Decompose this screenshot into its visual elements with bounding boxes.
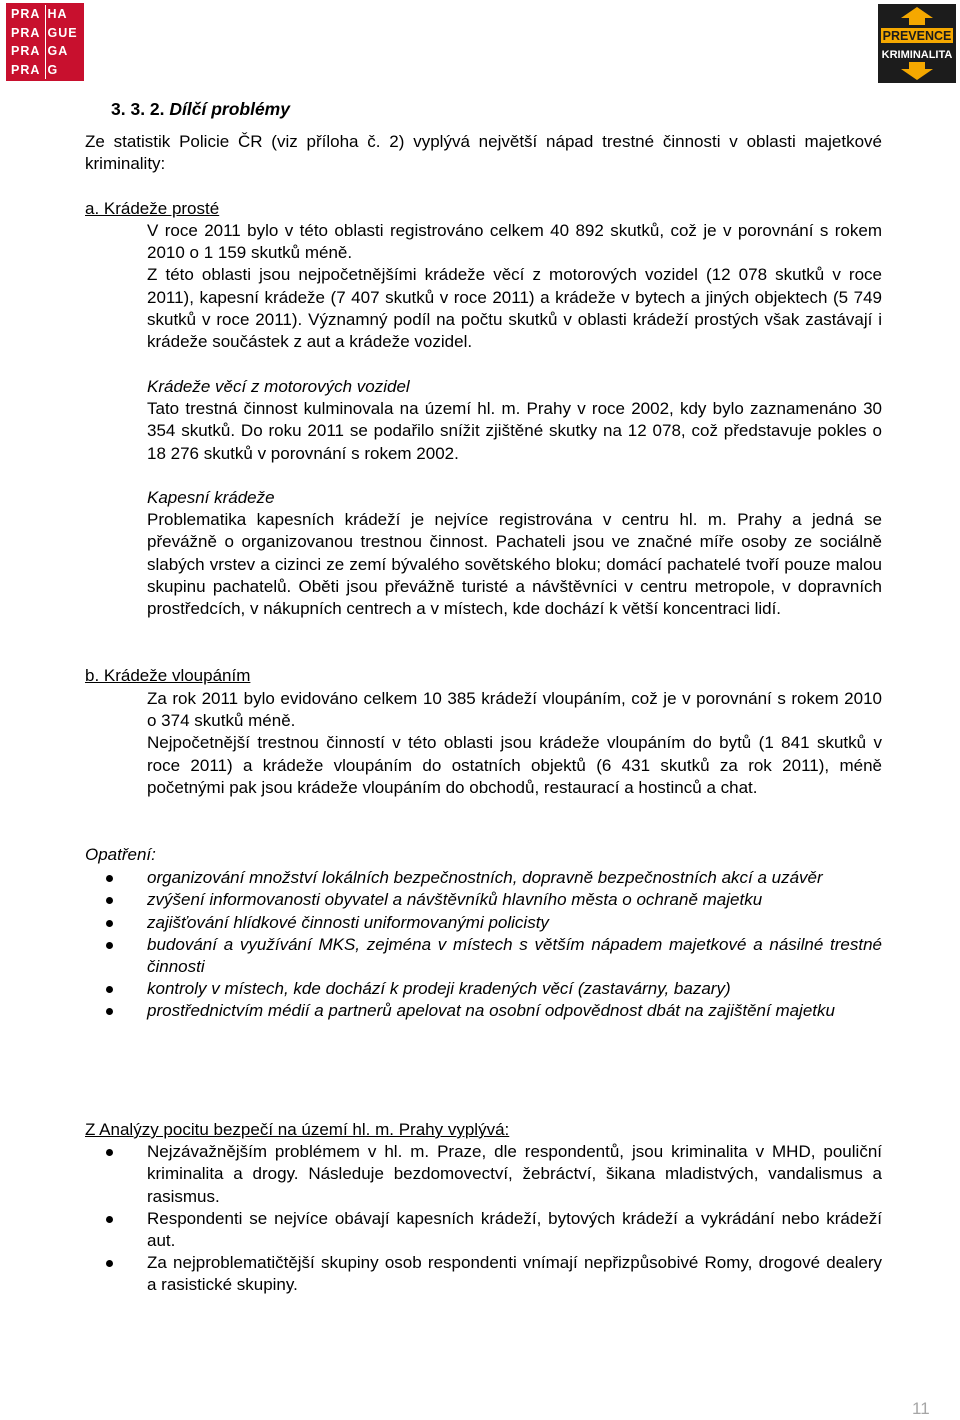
subsection-text: Tato trestná činnost kulminovala na území hl. m. Prahy v roce 2002, kdy bylo zaznamenáno 30 354 skutků. Do roku 2011 se podařilo snížit zjištěné skutky na 12 078, což představuje pokles o 18 276 skutků v porovnání s rokem 2002. xyxy=(147,399,882,463)
logo-text: PRA xyxy=(11,44,41,59)
item-b-body xyxy=(147,688,882,799)
item-a-label-wrap xyxy=(85,198,882,220)
subsection-text: Problematika kapesních krádeží je nejvíce registrována v centru hl. m. Prahy a jedná se převážně o organizovanou trestnou činnost. Pachateli jsou ve značné míře osoby ze sociálně slabých vrstev a cizinci ze zemí bývalého sovětského bloku; domácí pachatelé tvoří pouze malou skupinu pachatelů. Oběti jsou převážně turisté a návštěvníci v centru metropole, v dopravních prostředcích, v nákupních centrech a v místech, kde dochází k větší koncentraci lidí. xyxy=(147,510,882,619)
subsection-pickpocketing xyxy=(147,487,882,620)
list-item: zajišťování hlídkové činnosti uniformovanými policisty xyxy=(85,912,882,934)
logo-text: PRA xyxy=(11,25,41,40)
list-item: kontroly v místech, kde dochází k prodeji kradených věcí (zastavárny, bazary) xyxy=(85,978,882,1000)
analysis-section xyxy=(85,1119,882,1297)
item-b-paragraph-2: Nejpočetnější trestnou činností v této oblasti jsou krádeže vloupáním do bytů (1 841 skutků v roce 2011) a krádeže vloupáním do ostatních objektů (6 431 skutků za rok 2011), méně početnými pak jsou krádeže vloupáním do obchodů, restaurací a hostinců a chat. xyxy=(147,733,882,797)
item-a-label: a. Krádeže prosté xyxy=(85,199,220,218)
section-number: 3. 3. 2. xyxy=(111,99,165,119)
page-number: 11 xyxy=(912,1399,930,1418)
item-a-body xyxy=(147,220,882,353)
list-item: prostřednictvím médií a partnerů apelovat na osobní odpovědnost dbát na zajištění majetku xyxy=(85,1000,882,1022)
logo-text: GA xyxy=(47,44,69,59)
subsection-motor-vehicles xyxy=(147,376,882,465)
analysis-title: Z Analýzy pocitu bezpečí na území hl. m. Prahy vyplývá: xyxy=(85,1120,510,1139)
list-item: organizování množství lokálních bezpečnostních, dopravně bezpečnostních akcí a uzávěr xyxy=(85,867,882,889)
section-title: Dílčí problémy xyxy=(169,99,290,119)
logo-text: HA xyxy=(47,7,68,22)
kriminalita-word: KRIMINALITA xyxy=(881,49,953,61)
item-b-label-wrap xyxy=(85,665,882,687)
list-item: zvýšení informovanosti obyvatel a návštěvníků hlavního města o ochraně majetku xyxy=(85,889,882,911)
prevence-logo-graphic xyxy=(878,4,956,83)
intro-paragraph xyxy=(85,131,882,175)
subsection-title: Kapesní krádeže xyxy=(147,488,275,507)
analysis-list xyxy=(85,1141,882,1296)
item-a-paragraph-1: V roce 2011 bylo v této oblasti registrováno celkem 40 892 skutků, což je v porovnání s rokem 2010 o 1 159 skutků méně. xyxy=(147,221,882,263)
subsection-title: Krádeže věcí z motorových vozidel xyxy=(147,377,410,396)
intro-text: Ze statistik Policie ČR (viz příloha č. 2) vyplývá největší nápad trestné činnosti v oblasti majetkové kriminality: xyxy=(85,132,882,174)
list-item: Nejzávažnějším problémem v hl. m. Praze, dle respondentů, jsou kriminalita v MHD, pouliční kriminalita a drogy. Následuje bezdomovectví, žebráctví, šikana mladistvých, vandalismus a rasismus. xyxy=(85,1141,882,1208)
list-item: Respondenti se nejvíce obávají kapesních krádeží, bytových krádeží a vykrádání nebo krádeží aut. xyxy=(85,1208,882,1252)
list-item: Za nejproblematičtější skupiny osob respondenti vnímají nepřizpůsobivé Romy, drogové dealery a rasistické skupiny. xyxy=(85,1252,882,1296)
logo-text: G xyxy=(47,62,59,77)
logo-text: PRA xyxy=(11,62,41,77)
item-a-paragraph-2: Z této oblasti jsou nejpočetnějšími krádeže věcí z motorových vozidel (12 078 skutků v roce 2011), kapesní krádeže (7 407 skutků v roce 2011) a krádeže v bytech a jiných objektech (5 749 skutků v roce 2011). Významný podíl na počtu skutků v oblasti krádeží prostých však zastávají i krádeže součástek z aut a krádeže vozidel. xyxy=(147,265,882,352)
prague-logo xyxy=(6,3,84,81)
prevence-kriminality-logo xyxy=(878,4,956,83)
item-b-label: b. Krádeže vloupáním xyxy=(85,666,251,685)
logo-text: GUE xyxy=(47,25,78,40)
measures-title: Opatření: xyxy=(85,845,156,864)
item-b-paragraph-1: Za rok 2011 bylo evidováno celkem 10 385 krádeží vloupáním, což je v porovnání s rokem 2010 o 374 skutků méně. xyxy=(147,689,882,731)
measures-list xyxy=(85,867,882,1022)
section-heading xyxy=(111,98,290,120)
measures-section xyxy=(85,844,882,1023)
list-item: budování a využívání MKS, zejména v místech s větším nápadem majetkové a násilné trestné činnosti xyxy=(85,934,882,978)
prevence-word: PREVENCE xyxy=(882,29,952,43)
logo-text: PRA xyxy=(11,7,41,22)
